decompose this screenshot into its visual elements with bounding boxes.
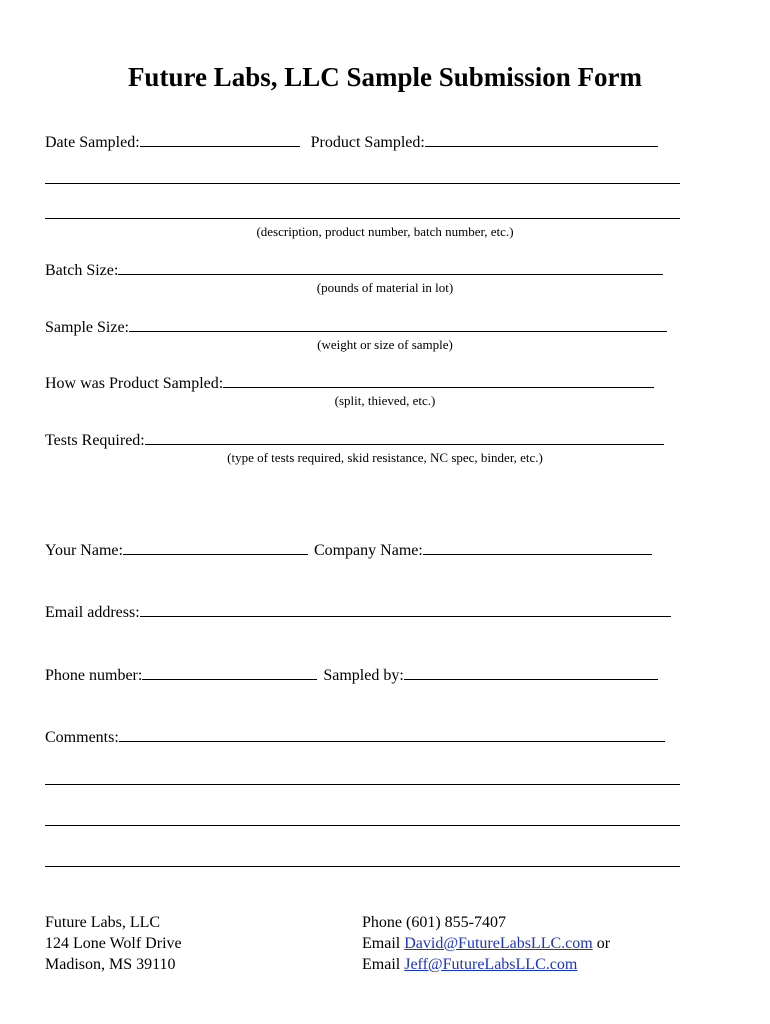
email-address-label: Email address: (45, 604, 140, 621)
email-address-field[interactable] (140, 601, 671, 617)
how-sampled-row (45, 372, 654, 394)
email-jeff-link[interactable]: Jeff@FutureLabsLLC.com (404, 956, 578, 973)
date-sampled-field[interactable] (140, 131, 300, 147)
batch-size-label: Batch Size: (45, 262, 119, 279)
footer-company: Future Labs, LLC (45, 914, 161, 931)
sample-size-label: Sample Size: (45, 319, 129, 336)
or-text: or (596, 935, 611, 952)
form-title: Future Labs, LLC Sample Submission Form (127, 62, 643, 92)
email-row (45, 601, 671, 623)
how-sampled-field[interactable] (223, 372, 654, 388)
comments-line-3[interactable] (45, 866, 680, 867)
footer-address (45, 912, 182, 975)
footer-street: 124 Lone Wolf Drive (45, 935, 182, 952)
phone-number-label: Phone number: (45, 667, 143, 684)
batch-size-field[interactable] (118, 259, 663, 275)
how-hint: (split, thieved, etc.) (334, 393, 436, 408)
how-sampled-label: How was Product Sampled: (45, 375, 224, 392)
tests-hint: (type of tests required, skid resistance, NC spec, binder, etc.) (227, 450, 543, 465)
product-line-1[interactable] (45, 183, 680, 184)
email-david-link[interactable]: David@FutureLabsLLC.com (404, 935, 593, 952)
sample-size-row (45, 316, 667, 338)
comments-line-2[interactable] (45, 825, 680, 826)
company-name-field[interactable] (423, 539, 652, 555)
tests-required-row (45, 429, 664, 451)
product-sampled-label: Product Sampled: (310, 134, 425, 151)
footer-city: Madison, MS 39110 (45, 956, 176, 973)
name-company-row (45, 539, 652, 561)
your-name-field[interactable] (123, 539, 308, 555)
sampled-by-label: Sampled by: (323, 667, 404, 684)
email-label: Email (362, 956, 401, 973)
batch-size-row (45, 259, 663, 281)
tests-required-label: Tests Required: (45, 432, 145, 449)
date-product-row (45, 131, 658, 153)
product-line-2[interactable] (45, 218, 680, 219)
footer-email-jeff-line (362, 954, 610, 975)
footer-phone: Phone (601) 855-7407 (362, 914, 506, 931)
date-sampled-label: Date Sampled: (45, 134, 140, 151)
comments-row (45, 726, 665, 748)
sample-size-field[interactable] (129, 316, 667, 332)
company-name-label: Company Name: (313, 542, 423, 559)
batch-hint: (pounds of material in lot) (316, 280, 454, 295)
sampled-by-field[interactable] (404, 664, 658, 680)
email-label: Email (362, 935, 401, 952)
footer-contact (362, 912, 610, 975)
comments-line-1[interactable] (45, 784, 680, 785)
sample-hint: (weight or size of sample) (317, 337, 453, 352)
comments-label: Comments: (45, 729, 119, 746)
tests-required-field[interactable] (145, 429, 664, 445)
comments-field[interactable] (119, 726, 665, 742)
product-sampled-field[interactable] (425, 131, 658, 147)
phone-number-field[interactable] (142, 664, 317, 680)
product-hint: (description, product number, batch number, etc.) (256, 224, 514, 239)
your-name-label: Your Name: (45, 542, 123, 559)
footer-email-david-line (362, 933, 610, 954)
phone-sampled-row (45, 664, 658, 686)
